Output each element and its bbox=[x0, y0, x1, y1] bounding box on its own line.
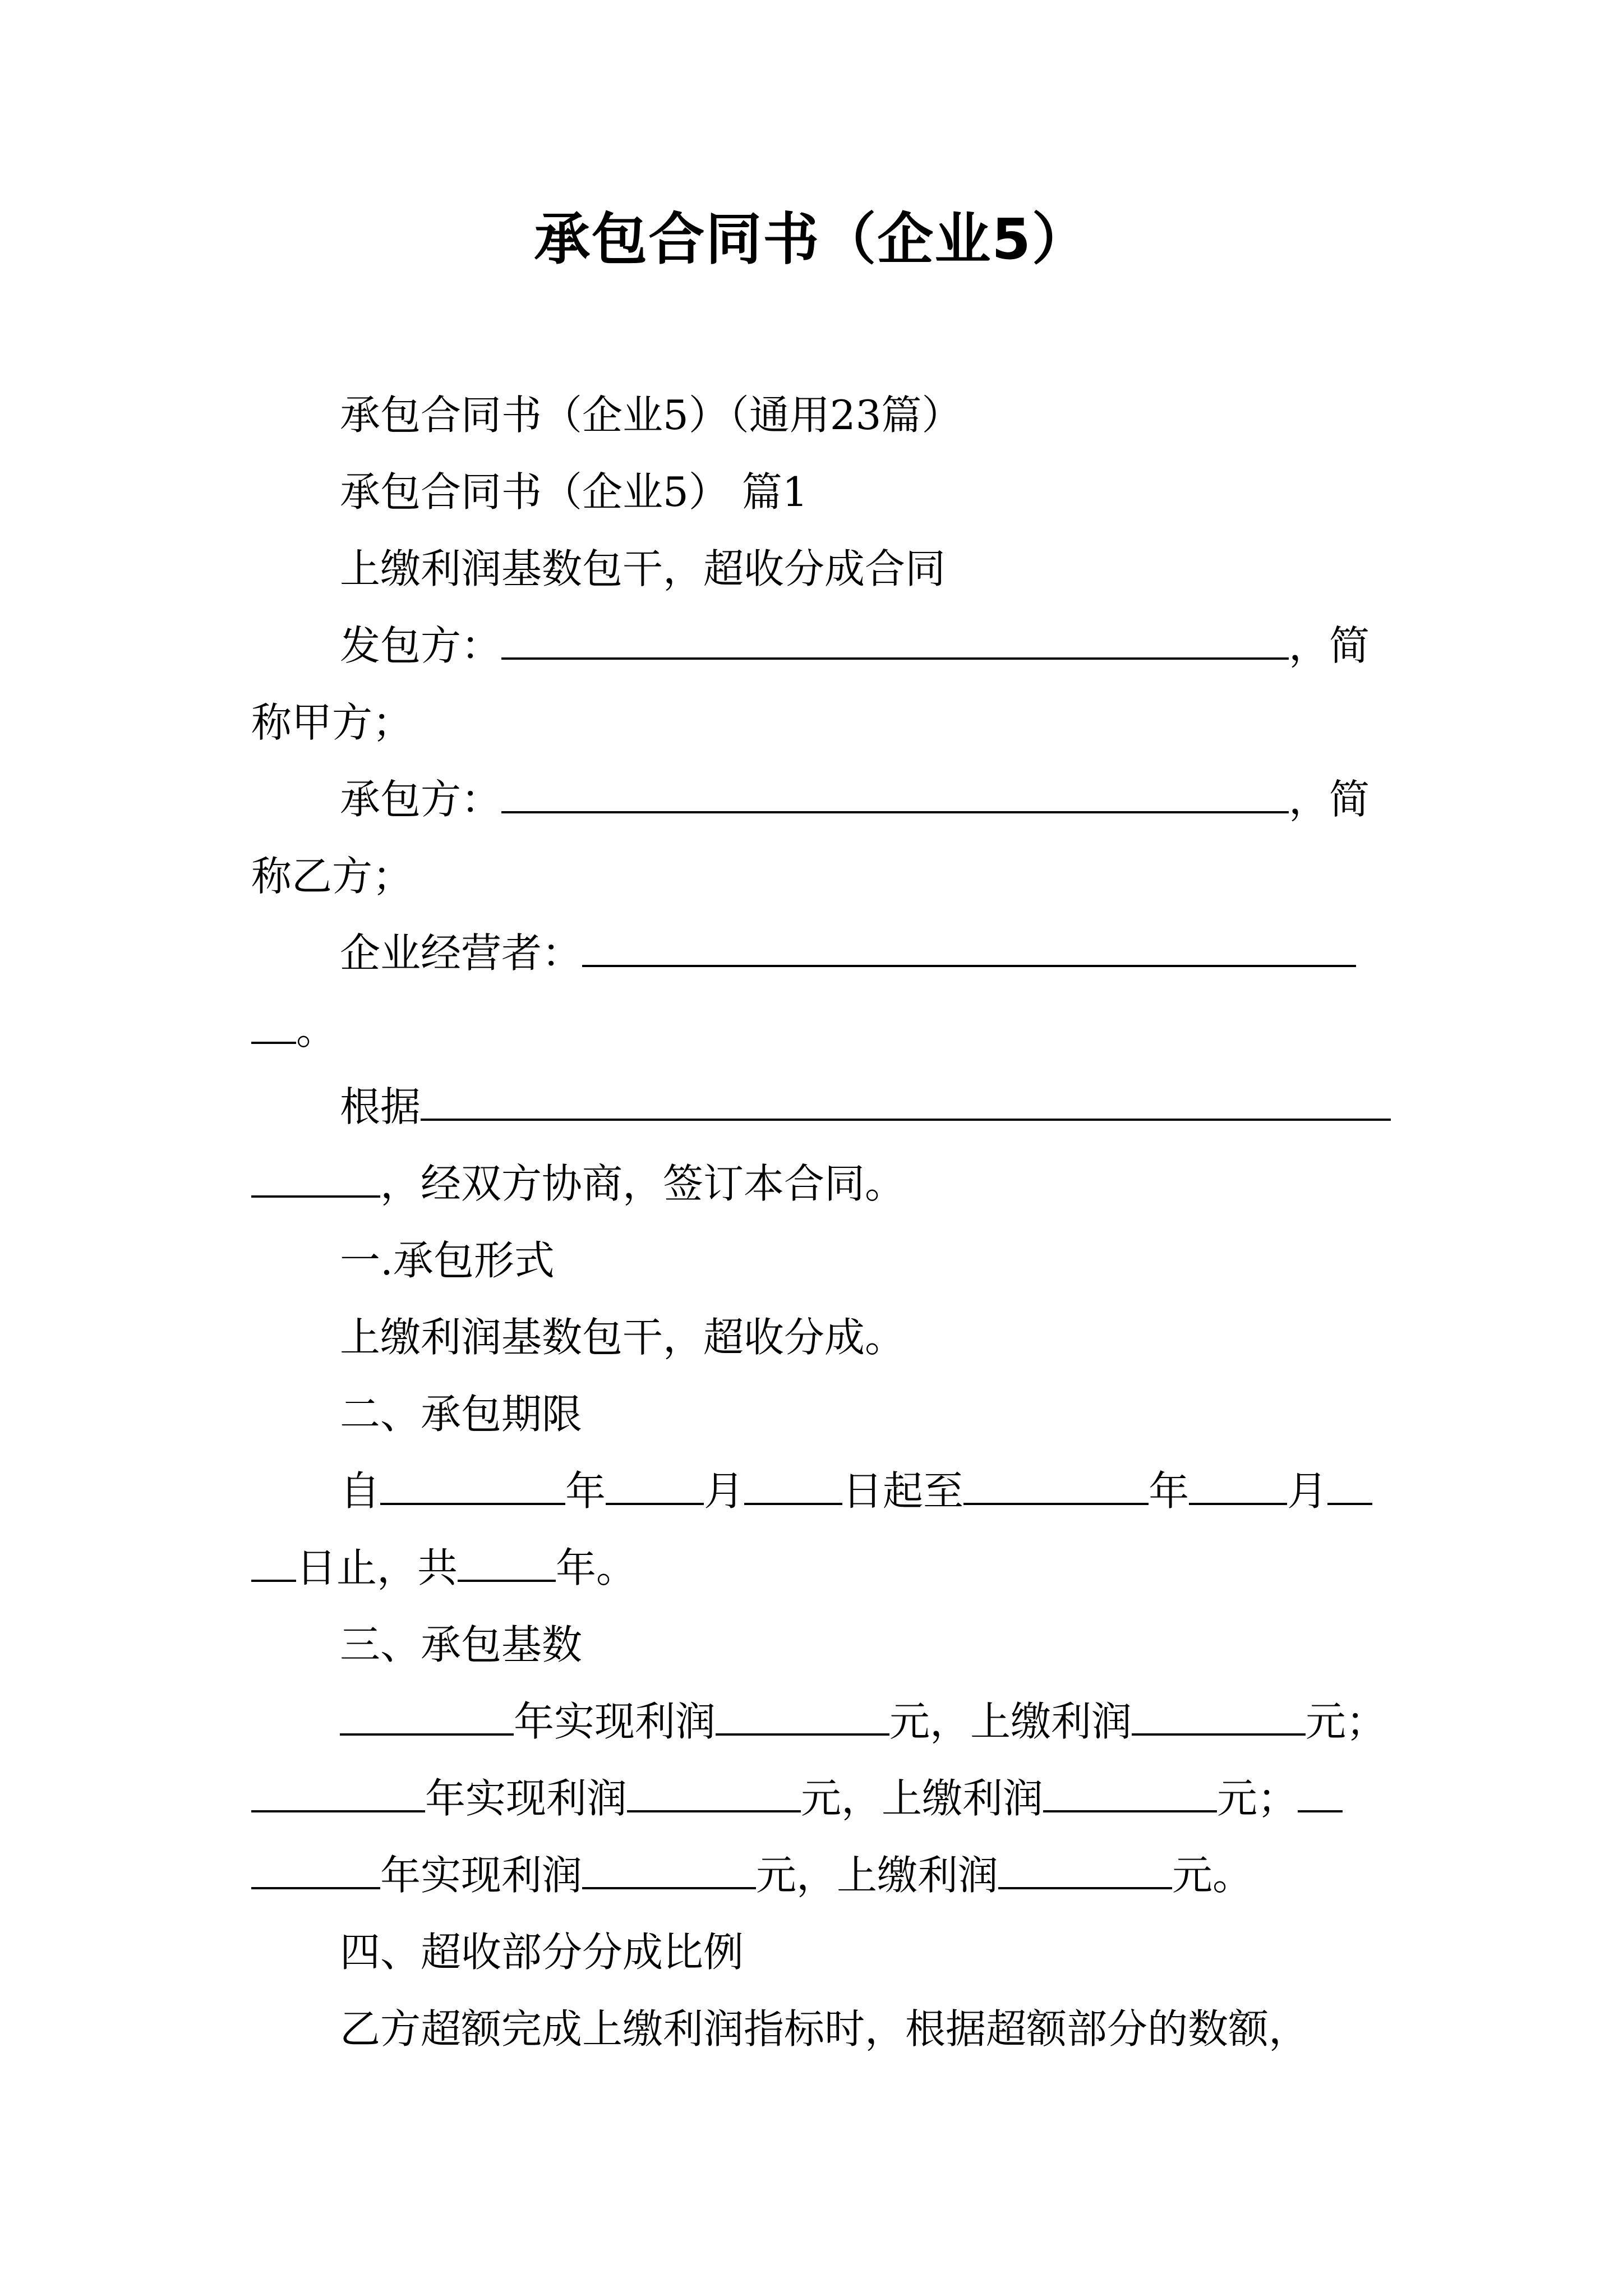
end-day-blank bbox=[1327, 1470, 1372, 1505]
base-profit-blank-3 bbox=[582, 1855, 756, 1889]
term-line-end: 日止，共 年。 bbox=[251, 1530, 1395, 1607]
basis-line-end: ，经双方协商，签订本合同。 bbox=[251, 1145, 1395, 1222]
start-year-blank bbox=[380, 1470, 565, 1505]
document-body bbox=[251, 377, 1395, 2068]
term-line: 自 年 月 日起至 年 月 bbox=[251, 1453, 1395, 1530]
base-line-1: 年实现利润 元，上缴利润 元； bbox=[251, 1683, 1395, 1760]
basis-blank-cont bbox=[251, 1163, 380, 1198]
section-heading: 承包合同书（企业5） 篇1 bbox=[340, 468, 808, 516]
operator-blank-cont bbox=[251, 1009, 296, 1044]
base-remit-blank-1 bbox=[1132, 1701, 1306, 1736]
party-a-short-name: 称甲方； bbox=[251, 699, 413, 746]
base-year-blank-2 bbox=[251, 1778, 425, 1812]
base-line-2: 年实现利润 元，上缴利润 元； bbox=[251, 1760, 1395, 1837]
clause-text-4: 乙方超额完成上缴利润指标时，根据超额部分的数额， bbox=[340, 2005, 1310, 2053]
party-b-short-name: 称乙方； bbox=[251, 853, 413, 900]
base-profit-blank-2 bbox=[627, 1778, 801, 1812]
clause-heading-2: 二、承包期限 bbox=[340, 1391, 583, 1438]
basis-line: 根据 bbox=[251, 1069, 1395, 1145]
page-title: 承包合同书（企业5） bbox=[534, 206, 1089, 272]
operator-line: 企业经营者： bbox=[251, 915, 1395, 992]
end-year-blank bbox=[963, 1470, 1149, 1505]
basis-blank bbox=[421, 1086, 1391, 1121]
clause-heading-4: 四、超收部分分成比例 bbox=[340, 1929, 744, 1976]
party-a-line: 发包方： ，简 bbox=[340, 622, 1370, 669]
clause-heading-1: 一.承包形式 bbox=[340, 1237, 555, 1284]
party-b-line: 承包方： ，简 bbox=[340, 776, 1370, 823]
base-remit-blank-3 bbox=[998, 1855, 1172, 1889]
base-line-3: 年实现利润 元，上缴利润 元。 bbox=[251, 1837, 1395, 1914]
start-month-blank bbox=[606, 1470, 704, 1505]
end-day-blank-cont bbox=[251, 1547, 296, 1582]
subtitle-line: 承包合同书（企业5）（通用23篇） bbox=[340, 392, 962, 439]
clause-heading-3: 三、承包基数 bbox=[340, 1621, 583, 1668]
term-years-blank bbox=[458, 1547, 556, 1582]
end-month-blank bbox=[1189, 1470, 1287, 1505]
base-remit-blank-2 bbox=[1043, 1778, 1217, 1812]
base-year-blank-1 bbox=[340, 1701, 514, 1736]
base-year-blank-3 bbox=[1298, 1778, 1343, 1812]
base-year-blank-3-cont bbox=[251, 1855, 380, 1889]
contract-type-line: 上缴利润基数包干，超收分成合同 bbox=[340, 545, 946, 592]
party-b-blank bbox=[501, 779, 1289, 813]
clause-text-1: 上缴利润基数包干，超收分成。 bbox=[340, 1314, 906, 1361]
start-day-blank bbox=[744, 1470, 842, 1505]
base-profit-blank-1 bbox=[716, 1701, 889, 1736]
party-a-blank bbox=[501, 625, 1289, 660]
operator-blank bbox=[582, 932, 1356, 967]
operator-line-end: 。 bbox=[251, 992, 1395, 1069]
